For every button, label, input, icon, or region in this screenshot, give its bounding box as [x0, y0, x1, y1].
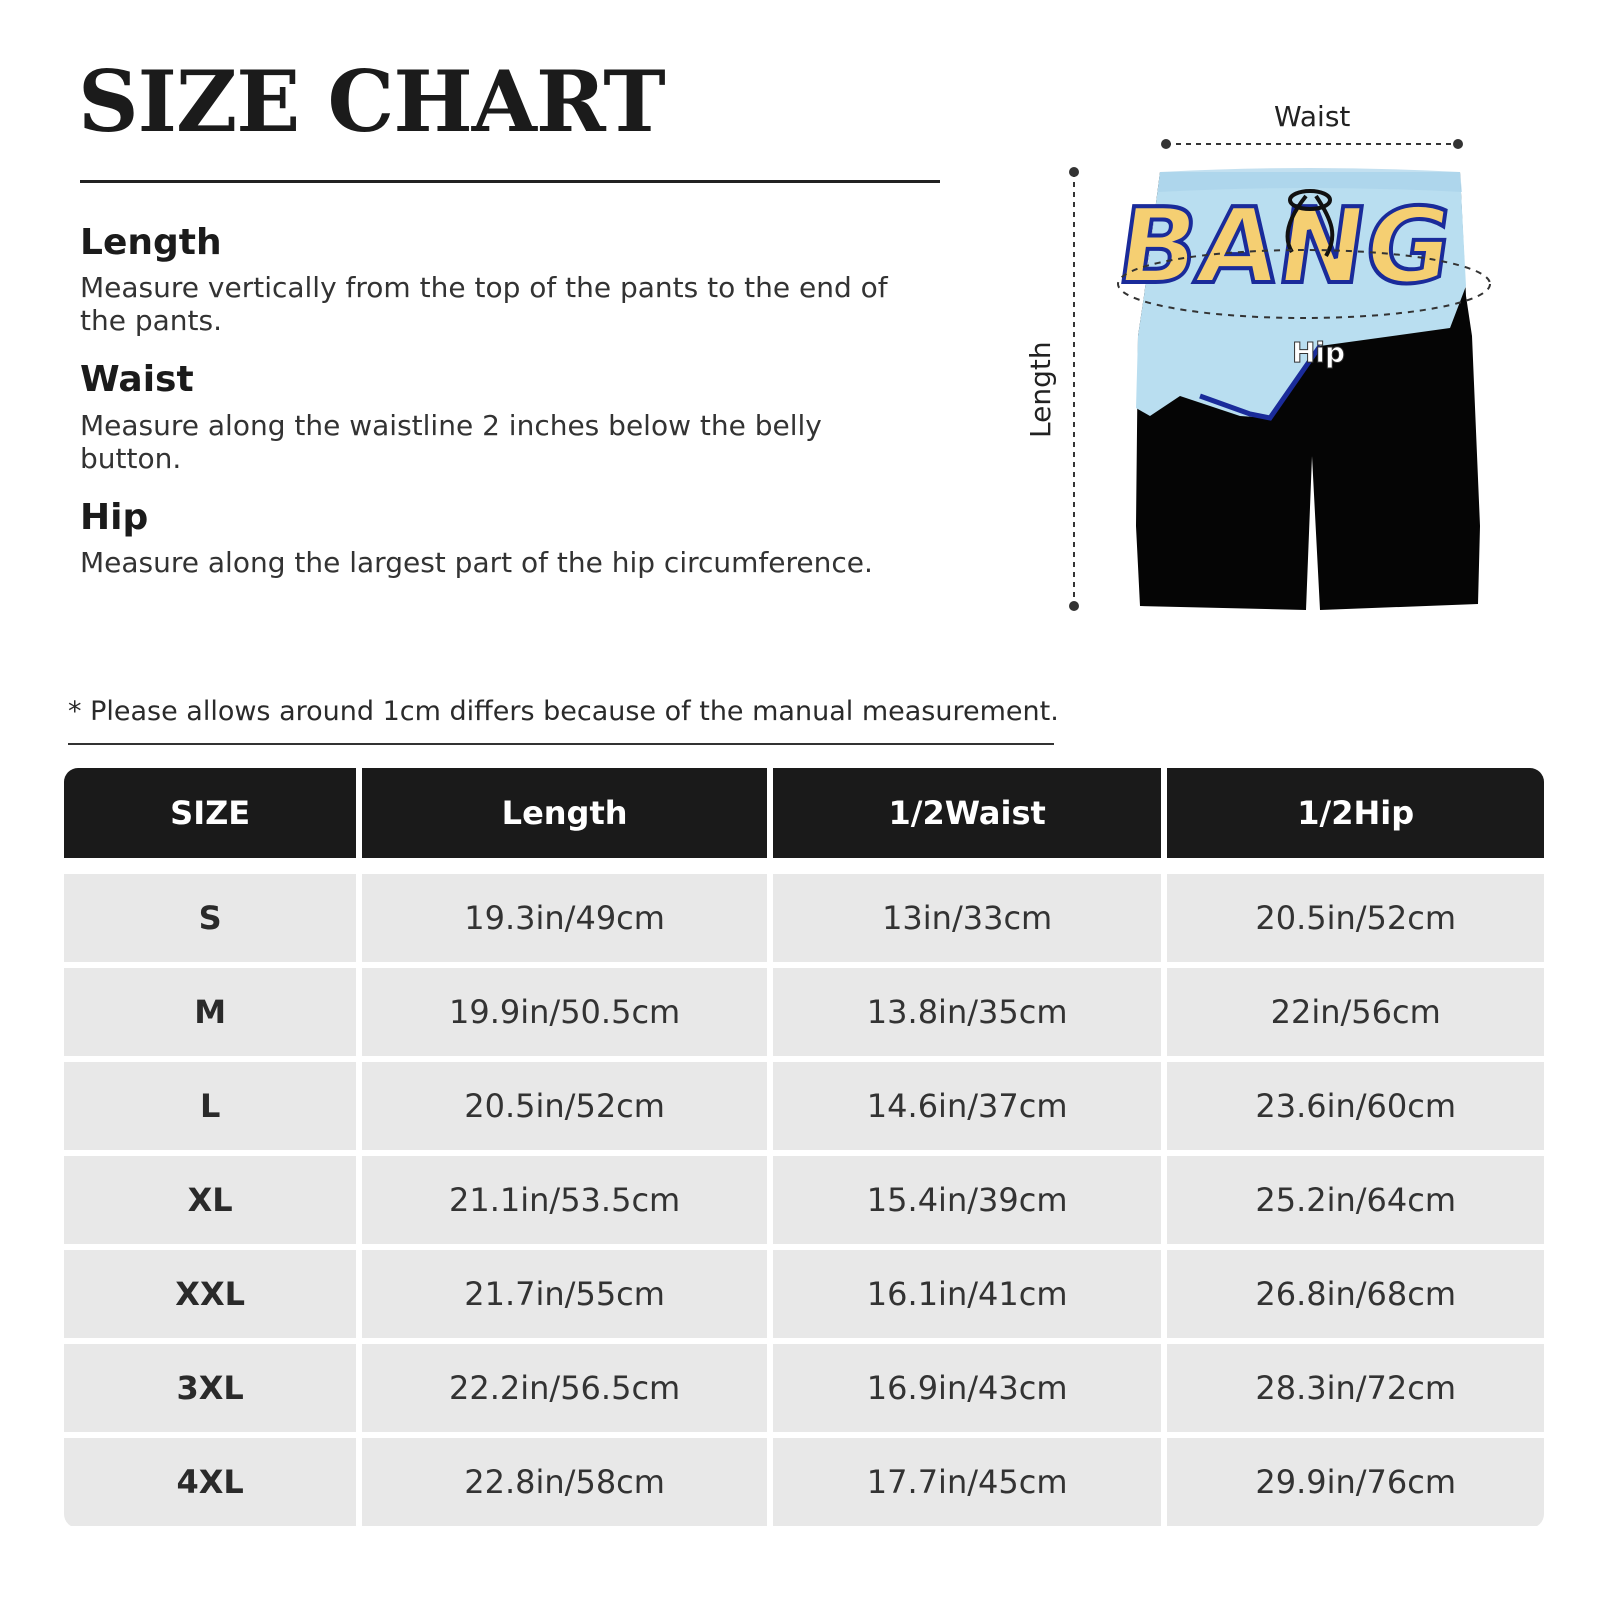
half-waist-cell: 13.8in/35cm: [773, 968, 1167, 1062]
size-cell: 4XL: [64, 1438, 362, 1526]
size-cell: 3XL: [64, 1344, 362, 1438]
length-dimension-endpoint: [1069, 167, 1079, 177]
table-row: [64, 874, 1544, 968]
length-cell: 19.9in/50.5cm: [362, 968, 773, 1062]
size-cell: S: [64, 874, 362, 968]
title-divider: [80, 180, 940, 183]
length-cell: 21.7in/55cm: [362, 1250, 773, 1344]
definition-hip: [80, 497, 900, 579]
table-row: [64, 1250, 1544, 1344]
header-size: SIZE: [64, 768, 362, 858]
half-hip-cell: 22in/56cm: [1167, 968, 1544, 1062]
half-waist-cell: 13in/33cm: [773, 874, 1167, 968]
waist-label: Waist: [1274, 100, 1351, 133]
length-cell: 19.3in/49cm: [362, 874, 773, 968]
size-table: [64, 768, 1544, 1526]
half-waist-cell: 16.9in/43cm: [773, 1344, 1167, 1438]
header-half-waist: 1/2Waist: [773, 768, 1167, 858]
waist-dimension-endpoint: [1453, 139, 1463, 149]
table-row: [64, 1344, 1544, 1438]
size-cell: XL: [64, 1156, 362, 1250]
half-hip-cell: 29.9in/76cm: [1167, 1438, 1544, 1526]
half-waist-cell: 14.6in/37cm: [773, 1062, 1167, 1156]
measurement-definitions: [80, 222, 900, 601]
header-length: Length: [362, 768, 773, 858]
table-row: [64, 1438, 1544, 1526]
definition-term: Waist: [80, 359, 194, 401]
table-header-row: [64, 768, 1544, 858]
half-hip-cell: 23.6in/60cm: [1167, 1062, 1544, 1156]
definition-length: [80, 222, 900, 337]
length-cell: 22.8in/58cm: [362, 1438, 773, 1526]
hip-label: Hip: [1292, 336, 1346, 369]
half-hip-cell: 26.8in/68cm: [1167, 1250, 1544, 1344]
page-title: SIZE CHART: [78, 52, 665, 151]
shorts-measurement-diagram: [1020, 96, 1560, 656]
definition-term: Hip: [80, 496, 149, 538]
length-cell: 21.1in/53.5cm: [362, 1156, 773, 1250]
half-waist-cell: 15.4in/39cm: [773, 1156, 1167, 1250]
table-row: [64, 1156, 1544, 1250]
definition-text: Measure along the largest part of the hip circumference.: [80, 546, 873, 580]
half-hip-cell: 28.3in/72cm: [1167, 1344, 1544, 1438]
table-row: [64, 1062, 1544, 1156]
size-cell: M: [64, 968, 362, 1062]
half-waist-cell: 16.1in/41cm: [773, 1250, 1167, 1344]
length-cell: 20.5in/52cm: [362, 1062, 773, 1156]
length-dimension-endpoint: [1069, 601, 1079, 611]
half-hip-cell: 25.2in/64cm: [1167, 1156, 1544, 1250]
definition-term: Length: [80, 222, 222, 263]
measurement-note: * Please allows around 1cm differs because of the manual measurement.: [68, 696, 1059, 727]
note-divider: [68, 743, 1054, 745]
header-spacer: [64, 858, 1544, 874]
length-cell: 22.2in/56.5cm: [362, 1344, 773, 1438]
half-hip-cell: 20.5in/52cm: [1167, 874, 1544, 968]
header-half-hip: 1/2Hip: [1167, 768, 1544, 858]
size-table-container: [64, 768, 1544, 1528]
table-row: [64, 968, 1544, 1062]
waist-dimension-endpoint: [1161, 139, 1171, 149]
shorts-illustration: [1020, 96, 1560, 656]
definition-text: Measure along the waistline 2 inches below the belly button.: [80, 408, 822, 475]
size-cell: L: [64, 1062, 362, 1156]
size-cell: XXL: [64, 1250, 362, 1344]
bang-print-text: BANG: [1110, 185, 1460, 307]
definition-text: Measure vertically from the top of the pants to the end of the pants.: [80, 271, 888, 338]
definition-waist: [80, 359, 900, 474]
length-label: Length: [1024, 341, 1057, 438]
half-waist-cell: 17.7in/45cm: [773, 1438, 1167, 1526]
